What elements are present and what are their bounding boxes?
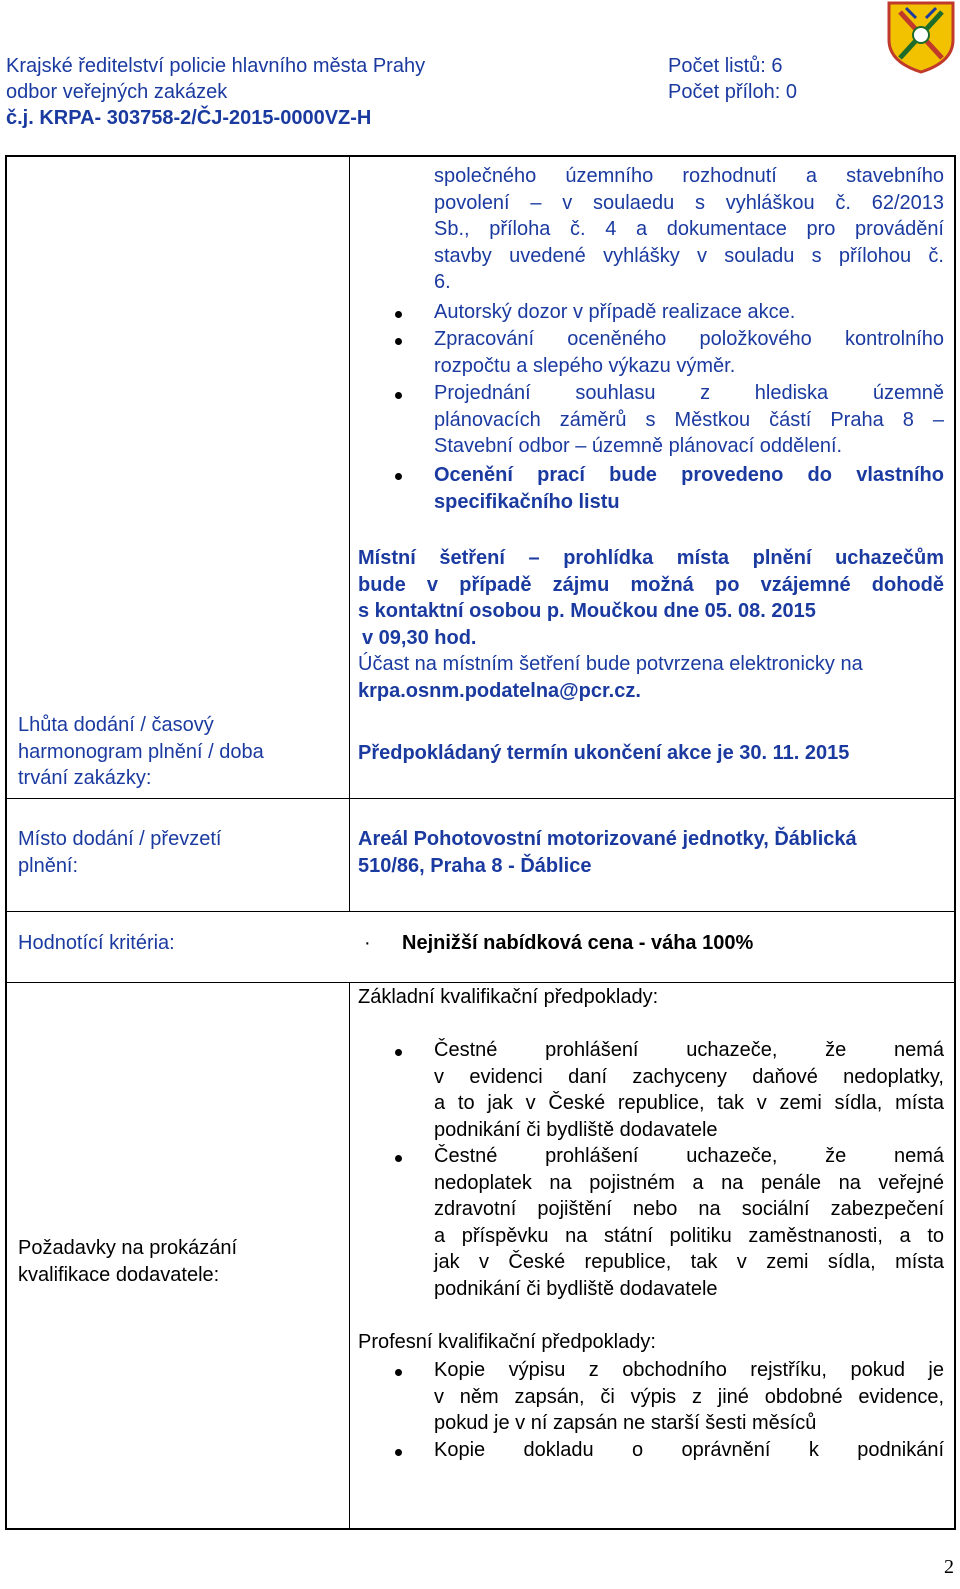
- bullet-dot: [395, 1449, 402, 1456]
- table-right-border: [954, 155, 956, 1530]
- site-visit-confirmation: Účast na místním šetření bude potvrzena elektronicky na: [358, 653, 863, 675]
- table-left-border: [5, 155, 7, 1530]
- row-divider-1: [5, 798, 956, 799]
- bullet-dot: [395, 1369, 402, 1376]
- evaluation-criteria-label: Hodnotící kritéria:: [18, 932, 175, 954]
- list-item: Autorský dozor v případě realizace akce.: [434, 301, 796, 323]
- header-attachment-count: Počet příloh: 0: [668, 81, 797, 103]
- column-divider-lower: [349, 983, 350, 1529]
- basic-qualification-title: Základní kvalifikační předpoklady:: [358, 986, 659, 1008]
- list-item: Čestné prohlášení uchazeče, že nemá nedoplatek na pojistném a na penále na veřejné zdravotní pojištění nebo na sociální zabezpečení a příspěvku na státní politiku zaměstnanosti, a to jak v České republice, tak v zemi sídla, místa podnikání či bydliště dodavatele: [434, 1145, 944, 1300]
- header-department: odbor veřejných zakázek: [6, 81, 228, 103]
- table-top-border: [5, 155, 956, 157]
- qualification-label: Požadavky na prokázání kvalifikace dodavatele:: [18, 1237, 238, 1286]
- table-bottom-border: [5, 1528, 956, 1530]
- evaluation-criteria-value: Nejnižší nabídková cena - váha 100%: [402, 932, 754, 954]
- list-item: Kopie dokladu o oprávnění k podnikání: [434, 1439, 944, 1461]
- list-item: Kopie výpisu z obchodního rejstříku, pokud je v něm zapsán, či výpis z jiné obdobné evidence, pokud je v ní zapsán ne starší šesti měsíců: [434, 1359, 944, 1434]
- contact-email: krpa.osnm.podatelna@pcr.cz.: [358, 680, 641, 702]
- site-visit-text: Místní šetření – prohlídka místa plnění uchazečům bude v případě zájmu možná po vzájemné dohodě s kontaktní osobou p. Moučkou dne 05. 08. 2015 v 09,30 hod.: [358, 547, 944, 649]
- bullet-dot: [395, 1155, 402, 1162]
- professional-qualification-title: Profesní kvalifikační předpoklady:: [358, 1331, 656, 1353]
- header-organization: Krajské ředitelství policie hlavního města Prahy: [6, 55, 426, 77]
- criteria-bullet: ·: [364, 932, 371, 954]
- project-scope-text: společného územního rozhodnutí a stavebního povolení – v soulaedu s vyhláškou č. 62/2013 Sb., příloha č. 4 a dokumentace pro provádění stavby uvedené vyhlášky v souladu s přílohou č. 6.: [434, 165, 944, 293]
- delivery-place-label: Místo dodání / převzetí plnění:: [18, 828, 222, 877]
- bullet-dot: [395, 392, 402, 399]
- row-divider-3: [5, 982, 956, 983]
- header-reference-number: č.j. KRPA- 303758-2/ČJ-2015-0000VZ-H: [6, 107, 372, 129]
- completion-deadline: Předpokládaný termín ukončení akce je 30. 11. 2015: [358, 742, 850, 764]
- bullet-dot: [395, 311, 402, 318]
- list-item: Čestné prohlášení uchazeče, že nemá v evidenci daní zachyceny daňové nedoplatky, a to jak v České republice, tak v zemi sídla, místa podnikání či bydliště dodavatele: [434, 1039, 944, 1141]
- list-item: Zpracování oceněného položkového kontrolního rozpočtu a slepého výkazu výměr.: [434, 328, 944, 377]
- list-item: Projednání souhlasu z hlediska územně plánovacích záměrů s Městkou částí Praha 8 – Stavební odbor – územně plánovací oddělení.: [434, 382, 944, 457]
- page-number: 2: [944, 1556, 954, 1578]
- timeline-label: Lhůta dodání / časový harmonogram plnění / doba trvání zakázky:: [18, 714, 264, 789]
- bullet-dot: [395, 338, 402, 345]
- bullet-dot: [395, 473, 402, 480]
- police-emblem-icon: [886, 0, 956, 74]
- bullet-dot: [395, 1049, 402, 1056]
- row-divider-2: [5, 911, 956, 912]
- list-item: Ocenění prací bude provedeno do vlastního specifikačního listu: [434, 464, 944, 513]
- header-sheet-count: Počet listů: 6: [668, 55, 783, 77]
- delivery-place-value: Areál Pohotovostní motorizované jednotky, Ďáblická 510/86, Praha 8 - Ďáblice: [358, 828, 857, 877]
